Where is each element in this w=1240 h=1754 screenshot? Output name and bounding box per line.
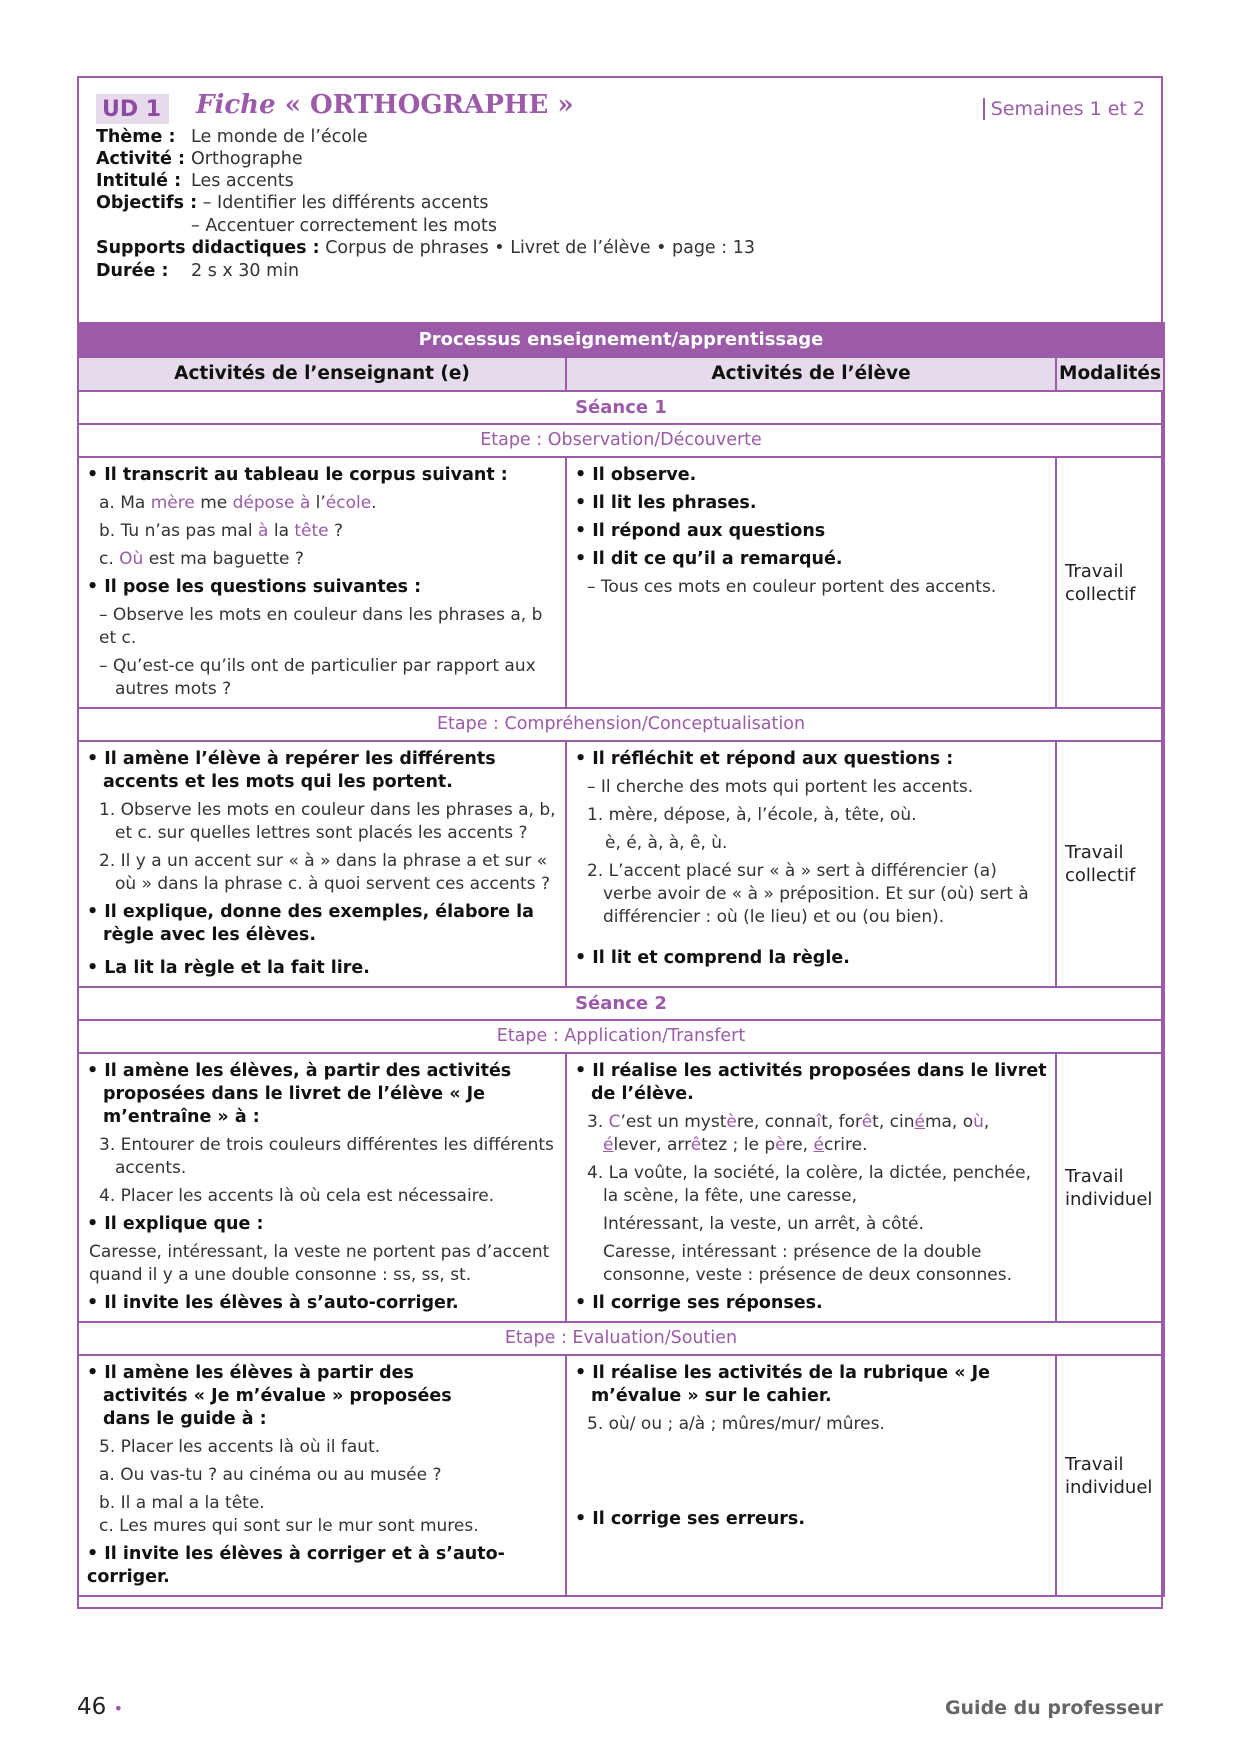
book-title: Guide du professeur	[944, 1697, 1163, 1719]
table-row	[78, 741, 1164, 987]
corpus-b: b. Tu n’as pas mal à la tête ?	[99, 521, 344, 541]
modalite-cell: Travail individuel	[1056, 1053, 1164, 1322]
col-header-modalites: Modalités	[1056, 357, 1164, 391]
unit-badge: UD 1	[96, 94, 169, 124]
meta-supports: Supports didactiques : Corpus de phrases • Livret de l’élève • page : 13	[96, 238, 755, 258]
meta-duree: Durée : 2 s x 30 min	[96, 261, 300, 281]
meta-theme: Thème : Le monde de l’école	[96, 127, 368, 147]
meta-activite: Activité : Orthographe	[96, 149, 303, 169]
student-cell: • Il réalise les activités de la rubrique « Je m’évalue » sur le cahier. 5. où/ ou ; a/à ; mûres/mur/ mûres. • Il corrige ses erreurs.	[566, 1355, 1056, 1596]
etape-evaluation: Etape : Evaluation/Soutien	[78, 1322, 1164, 1355]
table-row	[78, 1355, 1164, 1596]
sheet-title: Fiche « ORTHOGRAPHE »	[196, 90, 574, 120]
accent-answer-3: 3. C’est un mystère, connaît, forêt, cinéma, où, élever, arrêtez ; le père, écrire.	[587, 1112, 990, 1155]
col-header-student: Activités de l’élève	[566, 357, 1056, 391]
teacher-cell: • Il amène les élèves, à partir des activités proposées dans le livret de l’élève « Je m’entraîne » à : 3. Entourer de trois couleurs différentes les différents accents. 4. Placer les accents là où cela est nécessaire. • Il explique que : Caresse, intéressant, la veste ne portent pas d’accent quand il y a une double consonne : ss, ss, st. • Il invite les élèves à s’auto-corriger.	[78, 1053, 566, 1322]
corpus-c: c. Où est ma baguette ?	[99, 549, 304, 569]
table-row	[78, 1053, 1164, 1322]
etape-comprehension: Etape : Compréhension/Conceptualisation	[78, 708, 1164, 741]
table-row	[78, 457, 1164, 708]
meta-objectifs: Objectifs : – Identifier les différents accents	[96, 193, 489, 213]
corpus-a: a. Ma mère me dépose à l’école.	[99, 493, 377, 513]
seance-2: Séance 2	[78, 987, 1164, 1020]
sheet-header: UD 1 Fiche « ORTHOGRAPHE » Semaines 1 et 2 Thème : Le monde de l’école Activité : Orthographe Intitulé : Les accents Objectifs : – Identifier les différents accents – Accentuer correctement les mots Supports didactiques : Corpus de phrases • Livret de l’élève • page : 13 Durée : 2 s x 30 min	[96, 90, 1145, 281]
student-cell: • Il réfléchit et répond aux questions : – Il cherche des mots qui portent les accents. 1. mère, dépose, à, l’école, à, tête, où. è, é, à, à, ê, ù. 2. L’accent placé sur « à » sert à différencier (a) verbe avoir de « à » préposition. Et sur (où) sert à différencier : où (le lieu) et ou (ou bien). • Il lit et comprend la règle.	[566, 741, 1056, 987]
modalite-cell: Travail collectif	[1056, 741, 1164, 987]
page-number: 46 •	[77, 1694, 124, 1720]
process-band: Processus enseignement/apprentissage	[78, 323, 1164, 357]
col-header-teacher: Activités de l’enseignant (e)	[78, 357, 566, 391]
meta-intitule: Intitulé : Les accents	[96, 171, 294, 191]
etape-observation: Etape : Observation/Découverte	[78, 424, 1164, 457]
student-cell: • Il observe. • Il lit les phrases. • Il répond aux questions • Il dit ce qu’il a remarqué. – Tous ces mots en couleur portent des accents.	[566, 457, 1056, 708]
process-table	[77, 322, 1165, 1597]
student-cell: • Il réalise les activités proposées dans le livret de l’élève. 3. C’est un mystère, connaît, forêt, cinéma, où, élever, arrêtez ; le père, écrire. 4. La voûte, la société, la colère, la dictée, penchée, la scène, la fête, une caresse, Intéressant, la veste, un arrêt, à côté. Caresse, intéressant : présence de la double consonne, veste : présence de deux consonnes. • Il corrige ses réponses.	[566, 1053, 1056, 1322]
teacher-cell: • Il transcrit au tableau le corpus suivant : a. Ma mère me dépose à l’école. b. Tu n’as pas mal à la tête ? c. Où est ma baguette ? • Il pose les questions suivantes : – Observe les mots en couleur dans les phrases a, b et c. – Qu’est-ce qu’ils ont de particulier par rapport aux autres mots ?	[78, 457, 566, 708]
modalite-cell: Travail individuel	[1056, 1355, 1164, 1596]
seance-1: Séance 1	[78, 391, 1164, 424]
etape-application: Etape : Application/Transfert	[78, 1020, 1164, 1053]
teacher-cell: • Il amène les élèves à partir des activités « Je m’évalue » proposées dans le guide à : 5. Placer les accents là où il faut. a. Ou vas-tu ? au cinéma ou au musée ? b. Il a mal a la tête. c. Les mures qui sont sur le mur sont mures. • Il invite les élèves à corriger et à s’auto-corriger.	[78, 1355, 566, 1596]
lesson-sheet	[77, 76, 1163, 1609]
weeks-label: Semaines 1 et 2	[983, 98, 1145, 120]
teacher-cell: • Il amène l’élève à repérer les différents accents et les mots qui les portent. 1. Observe les mots en couleur dans les phrases a, b, et c. sur quelles lettres sont placés les accents ? 2. Il y a un accent sur « à » dans la phrase a et sur « où » dans la phrase c. à quoi servent ces accents ? • Il explique, donne des exemples, élabore la règle avec les élèves. • La lit la règle et la fait lire.	[78, 741, 566, 987]
modalite-cell: Travail collectif	[1056, 457, 1164, 708]
